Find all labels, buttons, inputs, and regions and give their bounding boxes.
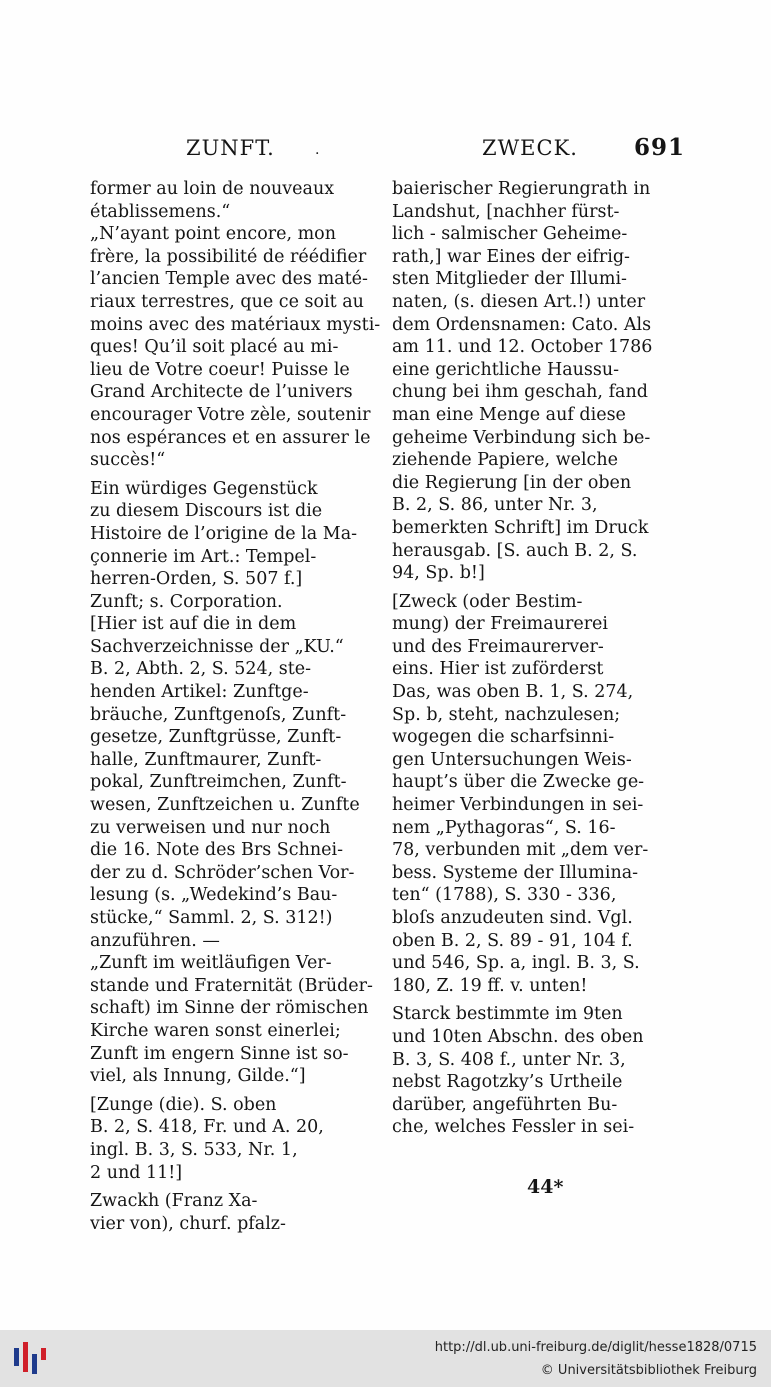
text-line: darüber, angeführten Bu-: [392, 1094, 618, 1115]
text-line: die Regierung [in der oben: [392, 472, 632, 493]
text-line: frère, la possibilité de réédifier: [90, 246, 367, 267]
text-line: çonnerie im Art.: Tempel-: [90, 546, 317, 567]
text-line: und des Freimaurerver-: [392, 636, 604, 657]
text-line: nebst Ragotzky’s Urtheile: [392, 1072, 623, 1093]
text-line: B. 2, S. 418, Fr. und A. 20,: [90, 1117, 324, 1138]
text-line: 180, Z. 19 ff. v. unten!: [392, 975, 588, 996]
text-line: halle, Zunftmaurer, Zunft-: [90, 749, 322, 770]
text-line: wesen, Zunftzeichen u. Zunfte: [90, 795, 360, 816]
text-line: dem Ordensnamen: Cato. Als: [392, 314, 652, 335]
text-line: bräuche, Zunftgenoſs, Zunft-: [90, 704, 347, 725]
text-line: chung bei ihm geschah, fand: [392, 382, 648, 403]
header-right-word: ZWECK.: [482, 136, 578, 160]
text-line: moins avec des matériaux mysti-: [90, 314, 380, 335]
text-line: „Zunft im weitläufigen Ver-: [90, 953, 332, 974]
text-line: haupt’s über die Zwecke ge-: [392, 772, 645, 793]
text-line: henden Artikel: Zunftge-: [90, 682, 309, 703]
text-line: l’ancien Temple avec des maté-: [90, 269, 368, 290]
text-line: geheime Verbindung sich be-: [392, 427, 651, 448]
running-header: [0, 132, 771, 172]
text-line: pokal, Zunftreimchen, Zunft-: [90, 772, 347, 793]
text-line: ziehende Papiere, welche: [392, 450, 618, 471]
text-line: am 11. und 12. October 1786: [392, 337, 653, 358]
text-line: [Zweck (oder Bestim-: [392, 591, 583, 612]
text-line: oben B. 2, S. 89 - 91, 104 f.: [392, 930, 633, 951]
text-line: succès!“: [90, 450, 166, 471]
text-line: eine gerichtliche Haussu-: [392, 359, 620, 380]
text-line: zu diesem Discours ist die: [90, 501, 323, 522]
text-line: Zwackh (Franz Xa-: [90, 1191, 258, 1212]
text-line: wogegen die scharfsinni-: [392, 727, 615, 748]
text-line: nos espérances et en assurer le: [90, 427, 371, 448]
text-line: Histoire de l’origine de la Ma-: [90, 523, 358, 544]
text-line: man eine Menge auf diese: [392, 404, 626, 425]
library-logo-icon: [10, 1338, 50, 1378]
text-line: Grand Architecte de l’univers: [90, 382, 353, 403]
text-line: nem „Pythagoras“, S. 16-: [392, 817, 616, 838]
text-line: ques! Qu’il soit placé au mi-: [90, 337, 339, 358]
text-line: B. 2, S. 86, unter Nr. 3,: [392, 495, 598, 516]
text-line: und 546, Sp. a, ingl. B. 3, S.: [392, 953, 640, 974]
text-line: che, welches Fessler in sei-: [392, 1117, 635, 1138]
text-line: 78, verbunden mit „dem ver-: [392, 840, 649, 861]
text-line: bess. Systeme der Illumina-: [392, 862, 639, 883]
header-left-word: ZUNFT.: [186, 136, 275, 160]
text-line: Starck bestimmte im 9ten: [392, 1004, 623, 1025]
text-line: 94, Sp. b!]: [392, 563, 485, 584]
text-line: former au loin de nouveaux: [90, 179, 335, 199]
text-line: herausgab. [S. auch B. 2, S.: [392, 540, 638, 561]
text-line: B. 3, S. 408 f., unter Nr. 3,: [392, 1049, 626, 1070]
text-line: ingl. B. 3, S. 533, Nr. 1,: [90, 1139, 298, 1160]
text-line: gesetze, Zunftgrüsse, Zunft-: [90, 727, 342, 748]
text-line: Sp. b, steht, nachzulesen;: [392, 704, 621, 725]
text-line: Das, was oben B. 1, S. 274,: [392, 682, 634, 703]
left-text-column: [90, 178, 380, 1235]
text-line: zu verweisen und nur noch: [90, 817, 331, 838]
text-line: viel, als Innung, Gilde.“]: [90, 1066, 306, 1087]
text-line: vier von), churf. pfalz-: [90, 1213, 286, 1234]
text-line: naten, (s. diesen Art.!) unter: [392, 291, 646, 312]
signature-mark: 44*: [527, 1176, 564, 1198]
text-line: lich - salmischer Geheime-: [392, 224, 628, 245]
text-line: heimer Verbindungen in sei-: [392, 795, 644, 816]
page-number: 691: [634, 134, 686, 161]
text-line: und 10ten Abschn. des oben: [392, 1026, 644, 1047]
text-line: herren-Orden, S. 507 f.]: [90, 569, 303, 590]
text-line: schaft) im Sinne der römischen: [90, 998, 369, 1019]
text-line: Zunft im engern Sinne ist so-: [90, 1043, 349, 1064]
text-line: mung) der Freimaurerei: [392, 614, 609, 635]
copyright-notice: © Universitätsbibliothek Freiburg: [540, 1363, 757, 1378]
text-line: gen Untersuchungen Weis-: [392, 749, 632, 770]
source-url-link[interactable]: http://dl.ub.uni-freiburg.de/diglit/hesse1828/0715: [434, 1340, 757, 1355]
text-line: die 16. Note des Brs Schnei-: [90, 840, 343, 861]
text-line: 2 und 11!]: [90, 1162, 183, 1183]
header-mid-mark: .: [315, 142, 321, 158]
text-line: baierischer Regierungrath in: [392, 179, 651, 199]
text-line: Kirche waren sonst einerlei;: [90, 1020, 341, 1041]
text-line: [Hier ist auf die in dem: [90, 614, 297, 635]
text-line: bloſs anzudeuten sind. Vgl.: [392, 908, 633, 928]
text-line: encourager Votre zèle, soutenir: [90, 404, 371, 425]
viewer-footer: [0, 1330, 771, 1387]
text-line: Sachverzeichnisse der „KU.“: [90, 636, 344, 657]
text-line: bemerkten Schrift] im Druck: [392, 517, 649, 538]
text-line: ten“ (1788), S. 330 - 336,: [392, 885, 617, 906]
text-line: Landshut, [nachher fürst-: [392, 201, 620, 222]
text-line: Zunft; s. Corporation.: [90, 591, 283, 612]
text-line: rath,] war Eines der eifrig-: [392, 246, 630, 267]
text-line: lieu de Votre coeur! Puisse le: [90, 359, 350, 380]
text-line: lesung (s. „Wedekind’s Bau-: [90, 885, 338, 906]
text-line: [Zunge (die). S. oben: [90, 1094, 277, 1115]
right-text-column: [392, 178, 680, 1139]
text-line: eins. Hier ist zuförderst: [392, 659, 604, 680]
text-line: „N’ayant point encore, mon: [90, 224, 336, 245]
text-line: anzuführen. —: [90, 930, 220, 951]
text-line: riaux terrestres, que ce soit au: [90, 291, 364, 312]
text-line: établissemens.“: [90, 201, 231, 222]
text-line: stücke,“ Samml. 2, S. 312!): [90, 908, 333, 928]
text-line: stande und Fraternität (Brüder-: [90, 975, 373, 996]
text-line: der zu d. Schröder’schen Vor-: [90, 862, 355, 883]
text-line: Ein würdiges Gegenstück: [90, 478, 318, 499]
text-line: B. 2, Abth. 2, S. 524, ste-: [90, 659, 312, 680]
text-line: sten Mitglieder der Illumi-: [392, 269, 627, 290]
